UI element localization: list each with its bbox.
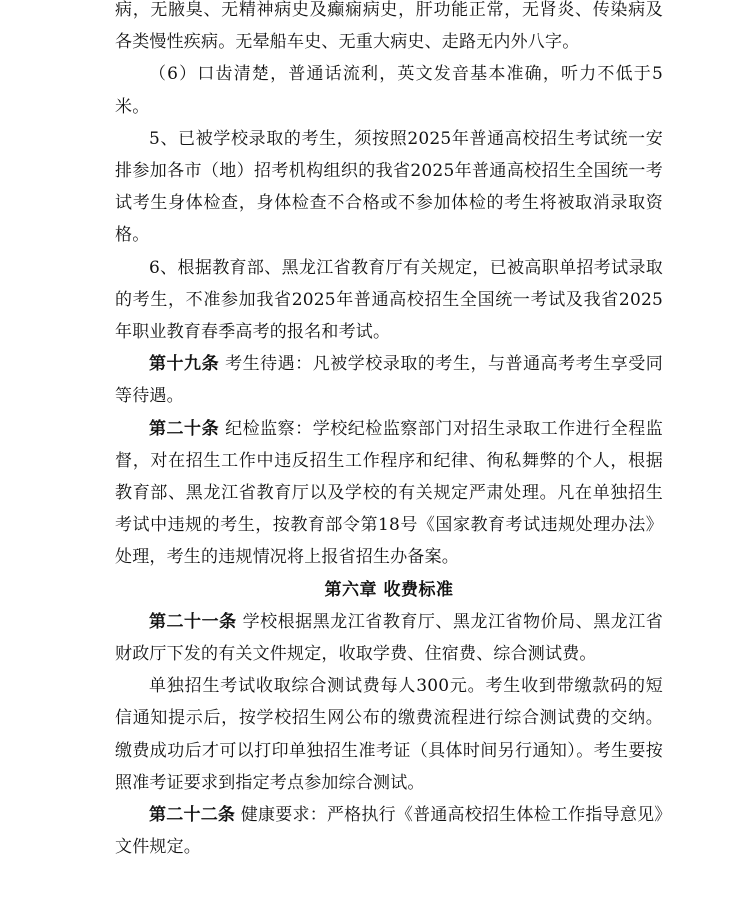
paragraph-text: 5、已被学校录取的考生，须按照2025年普通高校招生考试统一安排参加各市（地）招考机构组织的我省2025年普通高校招生全国统一考试考生身体检查，身体检查不合格或不参加体检的考生将被取消录取资格。 bbox=[115, 128, 663, 246]
chapter-title: 第六章 收费标准 bbox=[324, 579, 454, 600]
article-text: 纪检监察：学校纪检监察部门对招生录取工作进行全程监督，对在招生工作中违反招生工作程序和纪律、徇私舞弊的个人，根据教育部、黑龙江省教育厅以及学校的有关规定严肃处理。凡在单独招生考试中违规的考生，按教育部令第18号《国家教育考试违规处理办法》处理，考生的违规情况将上报省招生办备案。 bbox=[115, 418, 663, 568]
paragraph-text: 病，无腋臭、无精神病史及癫痫病史，肝功能正常，无肾炎、传染病及各类慢性疾病。无晕船车史、无重大病史、走路无内外八字。 bbox=[115, 0, 663, 53]
article-21 bbox=[115, 606, 663, 670]
paragraph-text: 单独招生考试收取综合测试费每人300元。考生收到带缴款码的短信通知提示后，按学校招生网公布的缴费流程进行综合测试费的交纳。缴费成功后才可以打印单独招生准考证（具体时间另行通知）。考生要按照准考证要求到指定考点参加综合测试。 bbox=[115, 676, 663, 793]
article-20 bbox=[115, 413, 663, 574]
paragraph-text: 6、根据教育部、黑龙江省教育厅有关规定，已被高职单招考试录取的考生，不准参加我省2025年普通高校招生全国统一考试及我省2025年职业教育春季高考的报名和考试。 bbox=[115, 257, 663, 343]
article-22 bbox=[115, 799, 663, 863]
paragraph-test-fee bbox=[115, 670, 663, 799]
article-heading: 第二十一条 bbox=[149, 611, 237, 632]
article-text: 考生待遇：凡被学校录取的考生，与普通高考考生享受同等待遇。 bbox=[115, 354, 663, 407]
paragraph-item-5 bbox=[115, 123, 663, 252]
article-heading: 第十九条 bbox=[149, 354, 220, 375]
paragraph-item-6 bbox=[115, 252, 663, 349]
paragraph-speech-hearing bbox=[115, 58, 663, 122]
article-19 bbox=[115, 348, 663, 412]
article-heading: 第二十二条 bbox=[149, 805, 236, 826]
article-text: 学校根据黑龙江省教育厅、黑龙江省物价局、黑龙江省财政厅下发的有关文件规定，收取学费、住宿费、综合测试费。 bbox=[115, 611, 663, 665]
paragraph-health-conditions bbox=[115, 0, 663, 58]
paragraph-text: （6）口齿清楚，普通话流利，英文发音基本准确，听力不低于5米。 bbox=[115, 64, 663, 117]
article-text: 健康要求：严格执行《普通高校招生体检工作指导意见》文件规定。 bbox=[115, 805, 664, 858]
document-page bbox=[115, 0, 663, 863]
article-heading: 第二十条 bbox=[149, 418, 220, 439]
